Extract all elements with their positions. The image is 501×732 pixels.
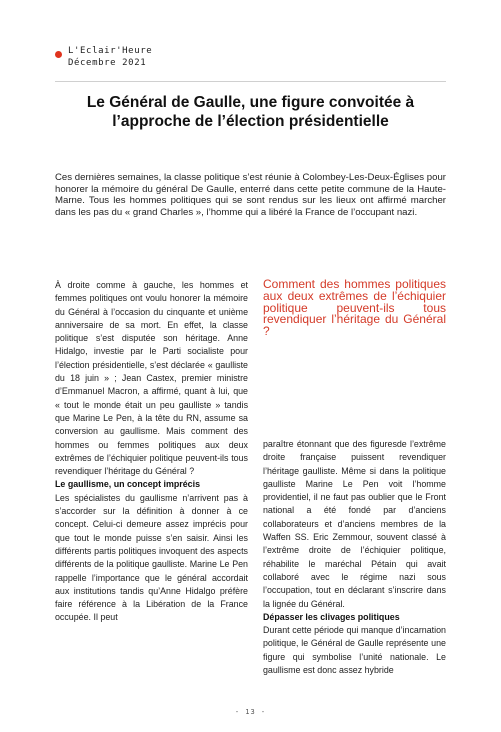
page-number: - 13 -: [234, 708, 267, 716]
right-column: [263, 438, 446, 677]
brand-name: L'Eclair'Heure: [68, 46, 153, 56]
left-column: [55, 279, 248, 625]
masthead: [68, 45, 152, 69]
brand-dot-icon: [55, 51, 62, 58]
pull-quote: Comment des hommes politiques aux deux extrêmes de l’échiquier politique peuvent-ils tous revendiquer l’héritage du Général ?: [263, 277, 446, 339]
subheading: Le gaullisme, un concept imprécis: [55, 479, 200, 490]
article-intro: Ces dernières semaines, la classe politique s’est réunie à Colombey-Les-Deux-Églises pour honorer la mémoire du général De Gaulle, enterré dans cette petite commune de la Haute-Marne. Tous les hommes politiques qui se sont rendus sur les lieux ont affirmé marcher dans les pas du « grand Charles », l’homme qui a libéré la France de l’occupant nazi.: [55, 172, 446, 218]
subheading: Dépasser les clivages politiques: [263, 611, 400, 622]
paragraph: À droite comme à gauche, les hommes et femmes politiques ont voulu honorer la mémoire du Général à l’occasion du cinquante et unième anniversaire de sa mort. En effet, la classe politique s’est disputée son héritage. Anne Hidalgo, investie par le Parti socialiste pour l’élection présidentielle, s’est déclarée « gaulliste du 18 juin » ; Jean Castex, premier ministre d’Emmanuel Macron, a affirmé, quant à lui, que « tout le monde était un peu gaulliste » tandis que Marine Le Pen, à la tête du RN, assume sa conversion au gaullisme. Mais comment des hommes ou femmes politiques aux deux extrêmes de l’échiquier politique peuvent-ils tous revendiquer l’héritage du Général ?: [55, 280, 248, 477]
article-title: Le Général de Gaulle, une figure convoitée à l’approche de l’élection présidentielle: [86, 94, 415, 130]
paragraph: Les spécialistes du gaullisme n’arrivent pas à s’accorder sur la définition à donner à ce concept. Celui-ci demeure assez imprécis pour que tout le monde puisse s’en saisir. Ainsi les différents partis politiques invoquent des aspects différents de la politique gaulliste. Marine Le Pen rappelle l’importance que le général accordait aux institutions tandis qu’Anne Hidalgo préfère faire référence à la Libération de la France occupée. Il peut: [55, 492, 248, 623]
issue-date: Décembre 2021: [68, 58, 147, 68]
paragraph: paraître étonnant que des figuresde l’extrême droite française puissent revendiquer l’héritage gaulliste. Même si dans la politique gaulliste Marine Le Pen voit l’homme providentiel, il ne faut pas oublier que le Front national a été fondé par d’anciens collaborateurs et d’anciens membres de la Waffen SS. Eric Zemmour, souvent classé à l’extrême droite de l’échiquier politique, réhabilite le maréchal Pétain qui avait collaboré avec le régime nazi sous l’occupation, tout en déclarant s’inscrire dans la lignée du Général.: [263, 439, 446, 609]
header-divider: [55, 81, 446, 82]
paragraph: Durant cette période qui manque d’incarnation politique, le Général de Gaulle représente une figure qui symbolise l’unité nationale. Le gaullisme est donc assez hybride: [263, 625, 446, 676]
